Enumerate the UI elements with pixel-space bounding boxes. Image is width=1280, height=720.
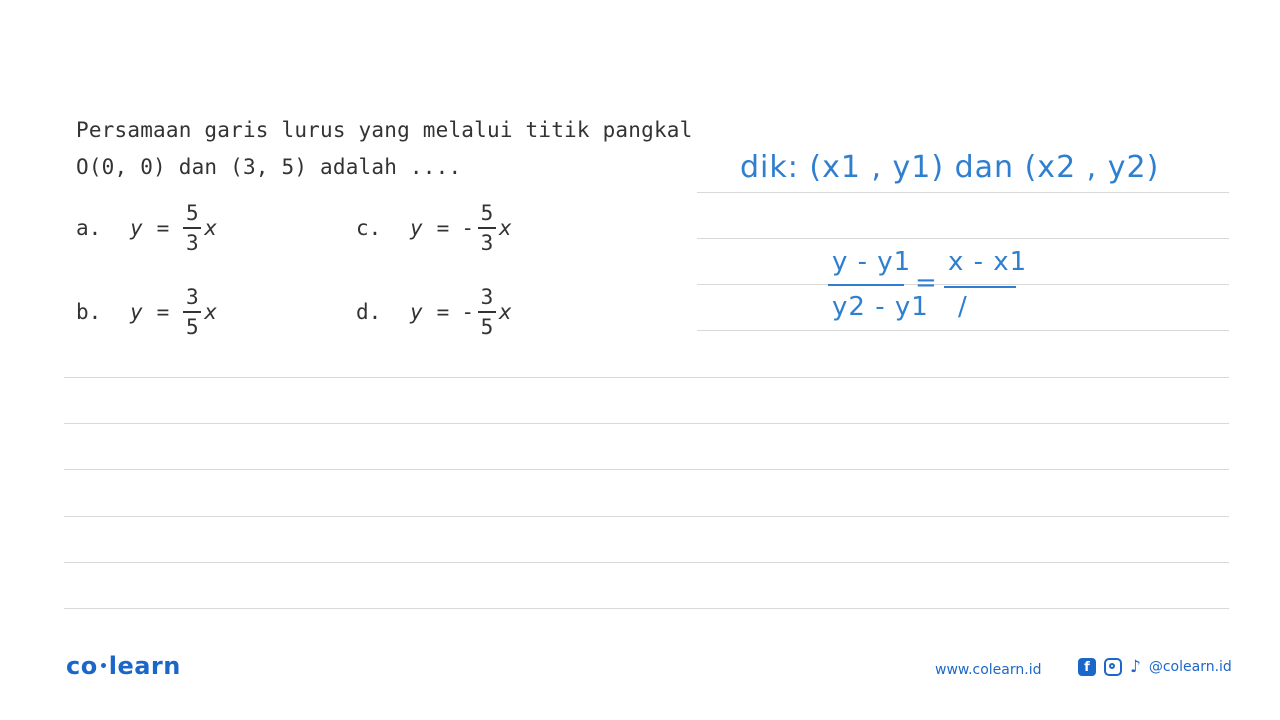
option-letter: a. xyxy=(76,216,102,240)
question-line-1: Persamaan garis lurus yang melalui titik pangkal xyxy=(76,118,693,142)
fraction-numerator: 3 xyxy=(185,285,199,309)
option-x: x xyxy=(204,216,217,240)
facebook-icon[interactable]: f xyxy=(1078,658,1096,676)
social-links xyxy=(1078,658,1232,676)
fraction-denominator: 5 xyxy=(480,315,494,339)
option-fraction xyxy=(478,202,496,254)
option-letter: b. xyxy=(76,300,102,324)
option-equals: = xyxy=(156,216,170,240)
colearn-logo xyxy=(66,652,181,680)
fraction-bar xyxy=(183,311,201,313)
rule-line xyxy=(64,377,1229,378)
rule-line xyxy=(64,562,1229,563)
option-a xyxy=(76,193,217,263)
instagram-icon[interactable] xyxy=(1104,658,1122,676)
question-line-2: O(0, 0) dan (3, 5) adalah .... xyxy=(76,155,462,179)
option-y: y xyxy=(410,216,423,240)
handwritten-numerator-right: x - x1 xyxy=(948,247,1028,277)
fraction-denominator: 3 xyxy=(480,231,494,255)
fraction-bar xyxy=(478,311,496,313)
option-equals: = xyxy=(436,216,450,240)
handwritten-equals: = xyxy=(915,268,938,298)
fraction-bar xyxy=(478,227,496,229)
fraction-numerator: 5 xyxy=(185,201,199,225)
handwritten-numerator-left: y - y1 xyxy=(832,247,912,277)
rule-line xyxy=(64,423,1229,424)
option-fraction xyxy=(183,286,201,338)
option-letter: c. xyxy=(356,216,382,240)
handwritten-denominator-left: y2 - y1 xyxy=(832,292,929,322)
fraction-numerator: 3 xyxy=(480,285,494,309)
option-minus-sign: - xyxy=(461,216,474,240)
option-x: x xyxy=(498,300,512,324)
option-equals: = xyxy=(436,300,450,324)
option-equals: = xyxy=(156,300,170,324)
option-fraction xyxy=(478,286,496,338)
question-text xyxy=(76,112,696,186)
handwritten-fraction-bar-left xyxy=(828,284,904,286)
fraction-denominator: 3 xyxy=(185,231,199,255)
option-d xyxy=(356,277,512,347)
logo-co: co xyxy=(66,652,98,680)
fraction-bar xyxy=(183,227,201,229)
rule-line xyxy=(697,192,1229,193)
rule-line xyxy=(697,238,1229,239)
fraction-numerator: 5 xyxy=(480,201,494,225)
handwritten-known: dik: (x1 , y1) dan (x2 , y2) xyxy=(740,150,1160,185)
option-y: y xyxy=(410,300,423,324)
handwritten-denominator-right: / xyxy=(958,292,968,322)
tiktok-icon[interactable]: ♪ xyxy=(1130,657,1141,677)
logo-dot xyxy=(101,663,106,668)
fraction-denominator: 5 xyxy=(185,315,199,339)
option-minus-sign: - xyxy=(461,300,474,324)
option-x: x xyxy=(498,216,512,240)
rule-line xyxy=(64,608,1229,609)
social-handle[interactable]: @colearn.id xyxy=(1148,659,1232,675)
handwritten-fraction-bar-right xyxy=(944,286,1016,288)
rule-line xyxy=(697,330,1229,331)
option-fraction xyxy=(183,202,201,254)
logo-learn: learn xyxy=(108,652,181,680)
rule-line xyxy=(64,516,1229,517)
option-y: y xyxy=(130,300,143,324)
option-c xyxy=(356,193,512,263)
option-letter: d. xyxy=(356,300,382,324)
option-b xyxy=(76,277,217,347)
rule-line xyxy=(697,284,1229,285)
rule-line xyxy=(64,469,1229,470)
website-url[interactable]: www.colearn.id xyxy=(935,662,1042,678)
option-x: x xyxy=(204,300,217,324)
option-y: y xyxy=(130,216,143,240)
